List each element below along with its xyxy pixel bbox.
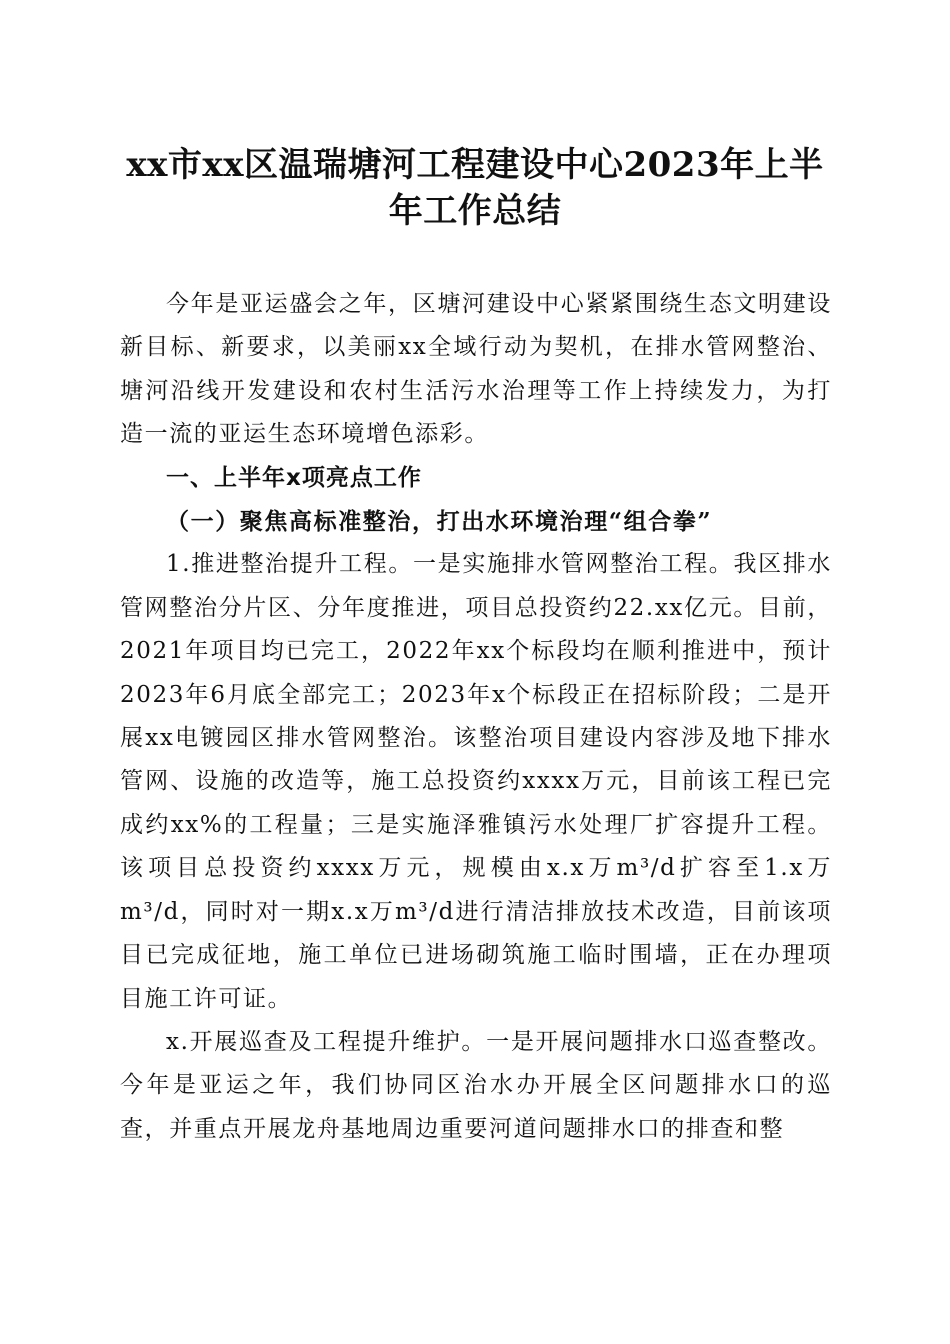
title-line-2: 年工作总结 (388, 191, 562, 231)
document-title (110, 142, 840, 234)
intro-paragraph: 今年是亚运盛会之年，区塘河建设中心紧紧围绕生态文明建设新目标、新要求，以美丽xx全域行动为契机，在排水管网整治、塘河沿线开发建设和农村生活污水治理等工作上持续发力，为打造一流的亚运生态环境增色添彩。 (120, 291, 832, 448)
subsection-heading: （一）聚焦高标准整治，打出水环境治理“组合拳” (166, 508, 713, 536)
title-line-1: xx市xx区温瑞塘河工程建设中心2023年上半 (126, 145, 824, 185)
document-body (120, 283, 832, 1151)
section-heading: 一、上半年x项亮点工作 (166, 464, 422, 491)
body-paragraph-2: x.开展巡查及工程提升维护。一是开展问题排水口巡查整改。今年是亚运之年，我们协同区治水办开展全区问题排水口的巡查，并重点开展龙舟基地周边重要河道问题排水口的排查和整 (120, 1028, 832, 1142)
body-paragraph-1: 1.推进整治提升工程。一是实施排水管网整治工程。我区排水管网整治分片区、分年度推进，项目总投资约22.xx亿元。目前，2021年项目均已完工，2022年xx个标段均在顺利推进中，预计2023年6月底全部完工；2023年x个标段正在招标阶段；二是开展xx电镀园区排水管网整治。该整治项目建设内容涉及地下排水管网、设施的改造等，施工总投资约xxxx万元，目前该工程已完成约xx%的工程量；三是实施泽雅镇污水处理厂扩容提升工程。该项目总投资约xxxx万元，规模由x.x万m³/d扩容至1.x万m³/d，同时对一期x.x万m³/d进行清洁排放技术改造，目前该项目已完成征地，施工单位已进场砌筑施工临时围墙，正在办理项目施工许可证。 (120, 551, 832, 1012)
